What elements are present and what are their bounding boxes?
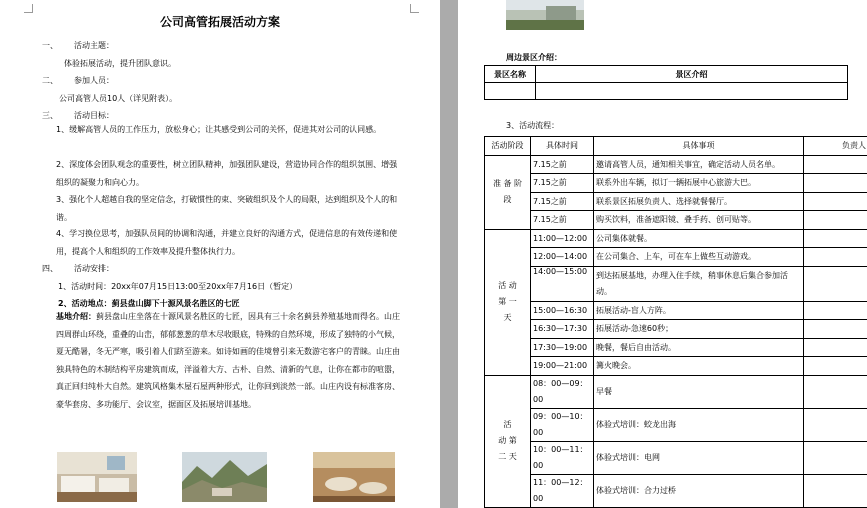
flow-item: 邀请高管人员，通知相关事宜，确定活动人员名单。 bbox=[594, 155, 804, 174]
flow-item: 早餐 bbox=[594, 375, 804, 408]
flow-title: 3、活动流程： bbox=[506, 121, 560, 130]
flow-time: 08：00—09： 00 bbox=[531, 375, 594, 408]
flow-owner bbox=[804, 248, 867, 267]
scenic-cell bbox=[485, 83, 536, 100]
document-page-2 bbox=[458, 0, 867, 508]
goal-4: 4、学习换位思考，加强队员间的协调和沟通，并建立良好的沟通方式，促进信息的有效传递和使用，提高个人和组织的工作效率及提升整体执行力。 bbox=[56, 229, 398, 256]
flow-time: 11：00—12： 00 bbox=[531, 474, 594, 507]
section-heading: 活动安排： bbox=[74, 264, 114, 273]
flow-item: 拓展活动-急速60秒； bbox=[594, 320, 804, 339]
stage-day1: 活 动 第 一 天 bbox=[485, 229, 531, 375]
scenic-cell bbox=[536, 83, 848, 100]
room-photo bbox=[57, 452, 137, 502]
flow-item: 体验式培训：合力过桥 bbox=[594, 474, 804, 507]
crop-mark bbox=[410, 4, 419, 13]
flow-time: 12:00—14:00 bbox=[531, 248, 594, 267]
flow-item: 晚餐，餐后自由活动。 bbox=[594, 338, 804, 357]
flow-time: 7.15之前 bbox=[531, 155, 594, 174]
flow-header-stage: 活动阶段 bbox=[485, 137, 531, 156]
flow-owner bbox=[804, 441, 867, 474]
scenic-table bbox=[484, 65, 848, 100]
flow-owner bbox=[804, 408, 867, 441]
flow-time: 17:30—19:00 bbox=[531, 338, 594, 357]
flow-time: 19:00—21:00 bbox=[531, 357, 594, 376]
flow-item: 体验式培训：蛟龙出海 bbox=[594, 408, 804, 441]
flow-time: 7.15之前 bbox=[531, 192, 594, 211]
goal-2: 2、深度体会团队观念的重要性，树立团队精神，加强团队建设，营造协同合作的组织氛围、增强组织的凝聚力和向心力。 bbox=[56, 160, 398, 187]
goal-1: 1、缓解高管人员的工作压力，放松身心；让其感受到公司的关怀，促进其对公司的认同感。 bbox=[56, 125, 382, 134]
flow-owner bbox=[804, 375, 867, 408]
activity-place: 2、活动地点：蓟县盘山脚下十源风景名胜区的七匠 bbox=[58, 299, 240, 308]
flow-time: 7.15之前 bbox=[531, 211, 594, 230]
flow-owner bbox=[804, 155, 867, 174]
crop-mark bbox=[24, 4, 33, 13]
base-text: 蓟县盘山庄坐落在十源风景名胜区的七匠，因具有三十余名蓟县养殖基地而得名。山庄四周群山环绕，重叠的山峦，郁郁葱葱的草木尽收眼底，特殊的自然环境，形成了独特的小气候，夏无酷暑，冬无严寒，吸引着人们跻至游来。如诗如画的佳境曾引来无数游宅客户的青睐。山庄由独具特色的木制结构平房建筑而成，洋溢着大方、古朴、自然、清新的气息，让你在都市的喧嚣，真正回归纯朴大自然。建筑风格集木屋石屋两种形式，让你回到淡然一部。山庄内设有标准客房、豪华套房、多功能厅、会议室，据面区及拓展培训基地。 bbox=[56, 312, 400, 409]
flow-item: 篝火晚会。 bbox=[594, 357, 804, 376]
flow-owner bbox=[804, 338, 867, 357]
goal-3: 3、强化个人超越自我的坚定信念，打破惯性的束、突破组织及个人的局限，达到组织及个人的和谐。 bbox=[56, 195, 398, 222]
flow-header-owner: 负责人 bbox=[804, 137, 867, 156]
activity-time: 1、活动时间：20xx年07月15日13:00至20xx年7月16日（暂定） bbox=[58, 282, 298, 291]
section-heading: 活动目标： bbox=[74, 111, 114, 120]
flow-time: 10：00—11： 00 bbox=[531, 441, 594, 474]
section-heading: 参加人员： bbox=[74, 76, 114, 85]
section-number: 三、 bbox=[42, 111, 58, 120]
dining-photo bbox=[313, 452, 395, 502]
scenic-col-intro: 景区介绍 bbox=[536, 66, 848, 83]
flow-owner bbox=[804, 192, 867, 211]
section-number: 二、 bbox=[42, 76, 58, 85]
base-intro bbox=[56, 308, 404, 413]
flow-owner bbox=[804, 301, 867, 320]
building-photo bbox=[506, 0, 584, 30]
scenic-col-name: 景区名称 bbox=[485, 66, 536, 83]
flow-time: 11:00—12:00 bbox=[531, 229, 594, 248]
flow-item: 联系外出车辆，拟订一辆拓展中心旅游大巴。 bbox=[594, 174, 804, 193]
flow-item: 购买饮料，准备遮阳镜、叠手药、创可贴等。 bbox=[594, 211, 804, 230]
nearby-scenic-title: 周边景区介绍： bbox=[506, 53, 562, 62]
flow-time: 09：00—10： 00 bbox=[531, 408, 594, 441]
flow-owner bbox=[804, 229, 867, 248]
flow-table bbox=[484, 136, 867, 508]
flow-item: 拓展活动-盲人方阵。 bbox=[594, 301, 804, 320]
flow-time: 16:30—17:30 bbox=[531, 320, 594, 339]
flow-header-time: 具体时间 bbox=[531, 137, 594, 156]
document-title: 公司高管拓展活动方案 bbox=[159, 15, 280, 29]
mountain-photo bbox=[182, 452, 267, 502]
flow-item: 体验式培训：电网 bbox=[594, 441, 804, 474]
stage-day2: 活 动 第 二 天 bbox=[485, 375, 531, 507]
stage-prep: 准 备 阶 段 bbox=[485, 155, 531, 229]
flow-owner bbox=[804, 320, 867, 339]
flow-owner bbox=[804, 474, 867, 507]
flow-owner bbox=[804, 211, 867, 230]
section-number: 四、 bbox=[42, 264, 58, 273]
flow-item: 公司集体就餐。 bbox=[594, 229, 804, 248]
flow-owner bbox=[804, 174, 867, 193]
flow-time: 7.15之前 bbox=[531, 174, 594, 193]
flow-item: 到达拓展基地，办理入住手续，稍事休息后集合参加活动。 bbox=[594, 266, 804, 301]
section-number: 一、 bbox=[42, 41, 58, 50]
flow-item: 联系景区拓展负责人、选择就餐餐厅。 bbox=[594, 192, 804, 211]
flow-header-item: 具体事项 bbox=[594, 137, 804, 156]
base-label: 基地介绍： bbox=[56, 312, 96, 321]
flow-owner bbox=[804, 357, 867, 376]
flow-time: 15:00—16:30 bbox=[531, 301, 594, 320]
section-heading: 活动主题： bbox=[74, 41, 114, 50]
flow-time: 14:00—15:00 bbox=[531, 266, 594, 301]
flow-item: 在公司集合、上车，可在车上做些互动游戏。 bbox=[594, 248, 804, 267]
flow-owner bbox=[804, 266, 867, 301]
theme-text: 体验拓展活动，提升团队意识。 bbox=[64, 59, 176, 68]
participants-text: 公司高管人员10人（详见附表）。 bbox=[59, 94, 178, 103]
